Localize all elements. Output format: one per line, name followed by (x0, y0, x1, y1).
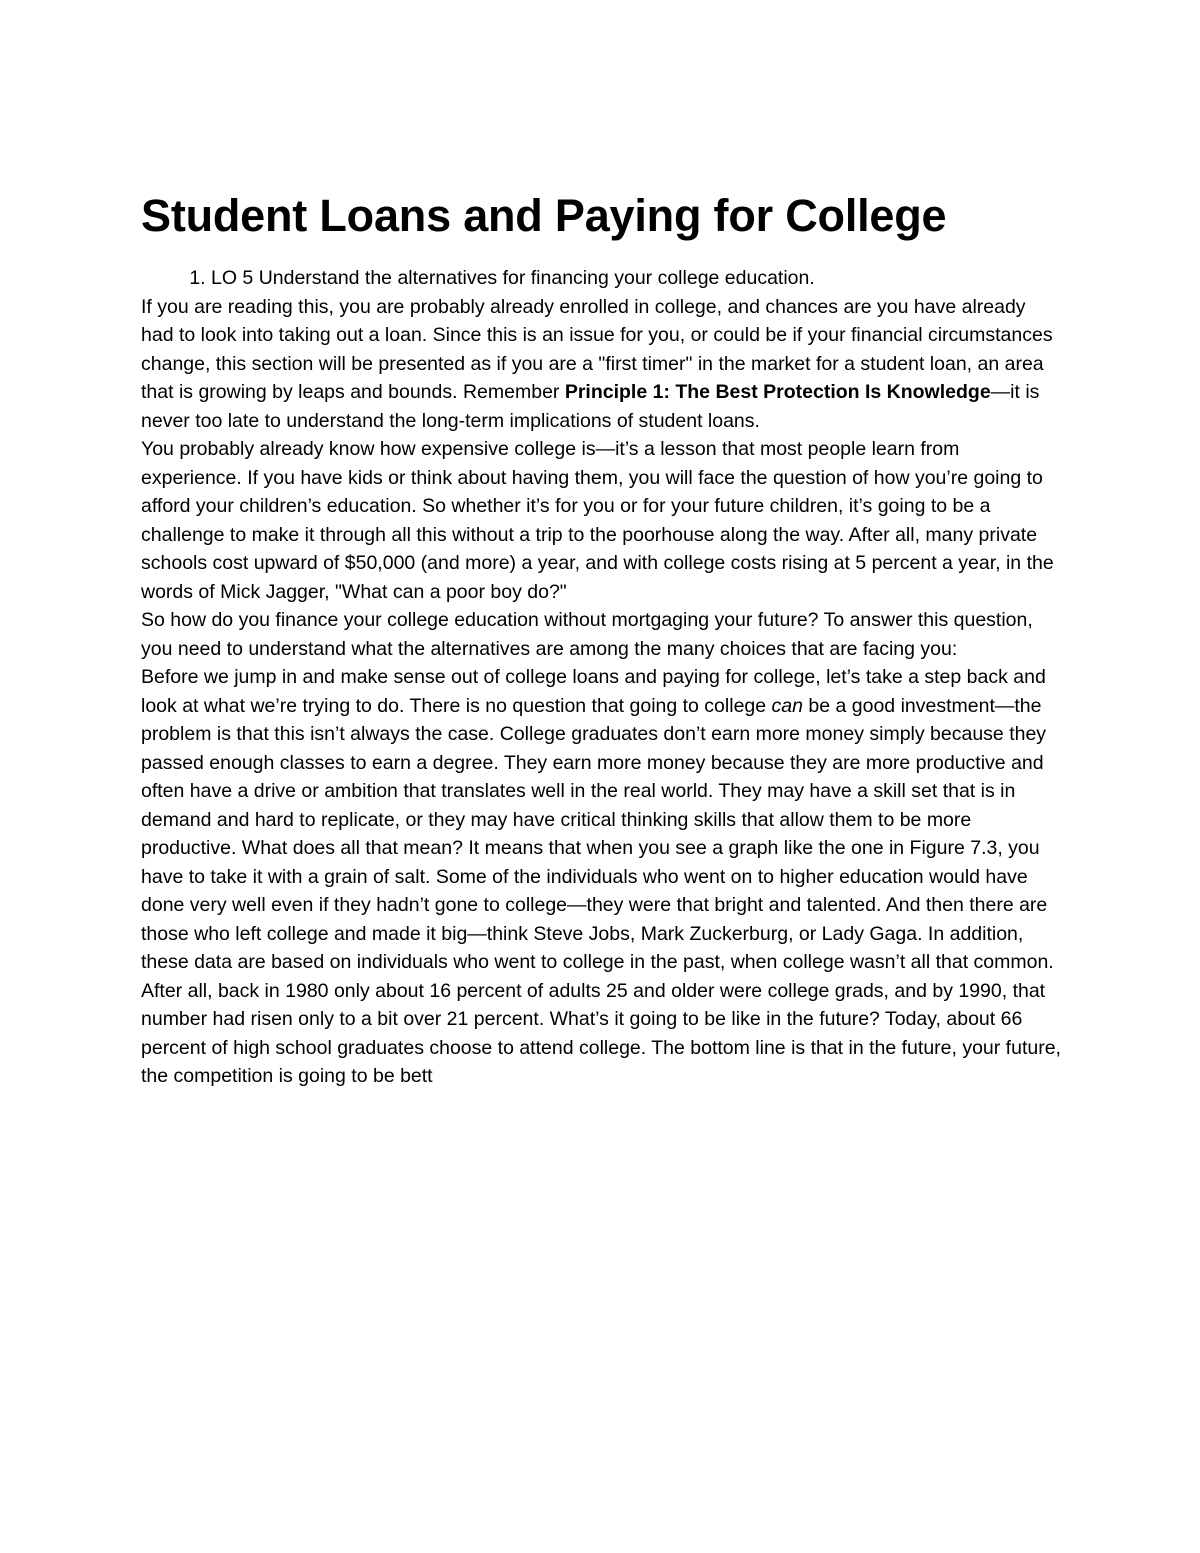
paragraph-investment-text: Before we jump in and make sense out of college loans and paying for college, let’s take a step back and look at what we’re trying to do. There is no question that going to college (141, 666, 1046, 717)
document-page (141, 188, 1061, 1091)
can-emphasis: can (771, 694, 803, 717)
paragraph-investment-text-end: be a good investment—the problem is that this isn’t always the case. College graduates don’t earn more money simply because they passed enough classes to earn a degree. They earn more money because they are more productive and often have a drive or ambition that translates well in the real world. They may have a skill set that is in demand and hard to replicate, or they may have critical thinking skills that allow them to be more productive. What does all that mean? It means that when you see a graph like the one in Figure 7.3, you have to take it with a grain of salt. Some of the individuals who went on to higher education would have done very well even if they hadn’t gone to college—they were that bright and talented. And then there are those who left college and made it big—think Steve Jobs, Mark Zuckerburg, or Lady Gaga. In addition, these data are based on individuals who went to college in the past, when college wasn’t all that common. After all, back in 1980 only about 16 percent of adults 25 and older were college grads, and by 1990, that number had risen only to a bit over 21 percent. What’s it going to be like in the future? Today, about 66 percent of high school graduates choose to attend college. The bottom line is that in the future, your future, the competition is going to be bett (141, 694, 1061, 1087)
paragraph-college-cost: You probably already know how expensive college is—it’s a lesson that most people learn from experience. If you have kids or think about having them, you will face the question of how you’re going to afford your children’s education. So whether it’s for you or for your future children, it’s going to be a challenge to make it through all this without a trip to the poorhouse along the way. After all, many private schools cost upward of $50,000 (and more) a year, and with college costs rising at 5 percent a year, in the words of Mick Jagger, "What can a poor boy do?" (141, 438, 1054, 603)
paragraph-college-investment (141, 663, 1061, 1091)
paragraph-intro-text: If you are reading this, you are probably already enrolled in college, and chances are you have already had to look into taking out a loan. Since this is an issue for you, or could be if your financial circumstances change, this section will be presented as if you are a "first timer" in the market for a student loan, an area that is growing by leaps and bounds. Remember (141, 295, 1053, 403)
learning-objective-item: 1. LO 5 Understand the alternatives for financing your college education. (211, 264, 1061, 293)
learning-objectives-list (141, 264, 1061, 293)
paragraph-financing-question: So how do you finance your college education without mortgaging your future? To answer this question, you need to understand what the alternatives are among the many choices that are facing you: (141, 609, 1033, 660)
principle-emphasis: Principle 1: The Best Protection Is Knowledge (564, 381, 991, 403)
document-title: Student Loans and Paying for College (141, 190, 947, 241)
paragraph-intro (141, 293, 1061, 436)
paragraph-intro-text-end: —it is never too late to understand the long-term implications of student loans. (141, 381, 1040, 432)
